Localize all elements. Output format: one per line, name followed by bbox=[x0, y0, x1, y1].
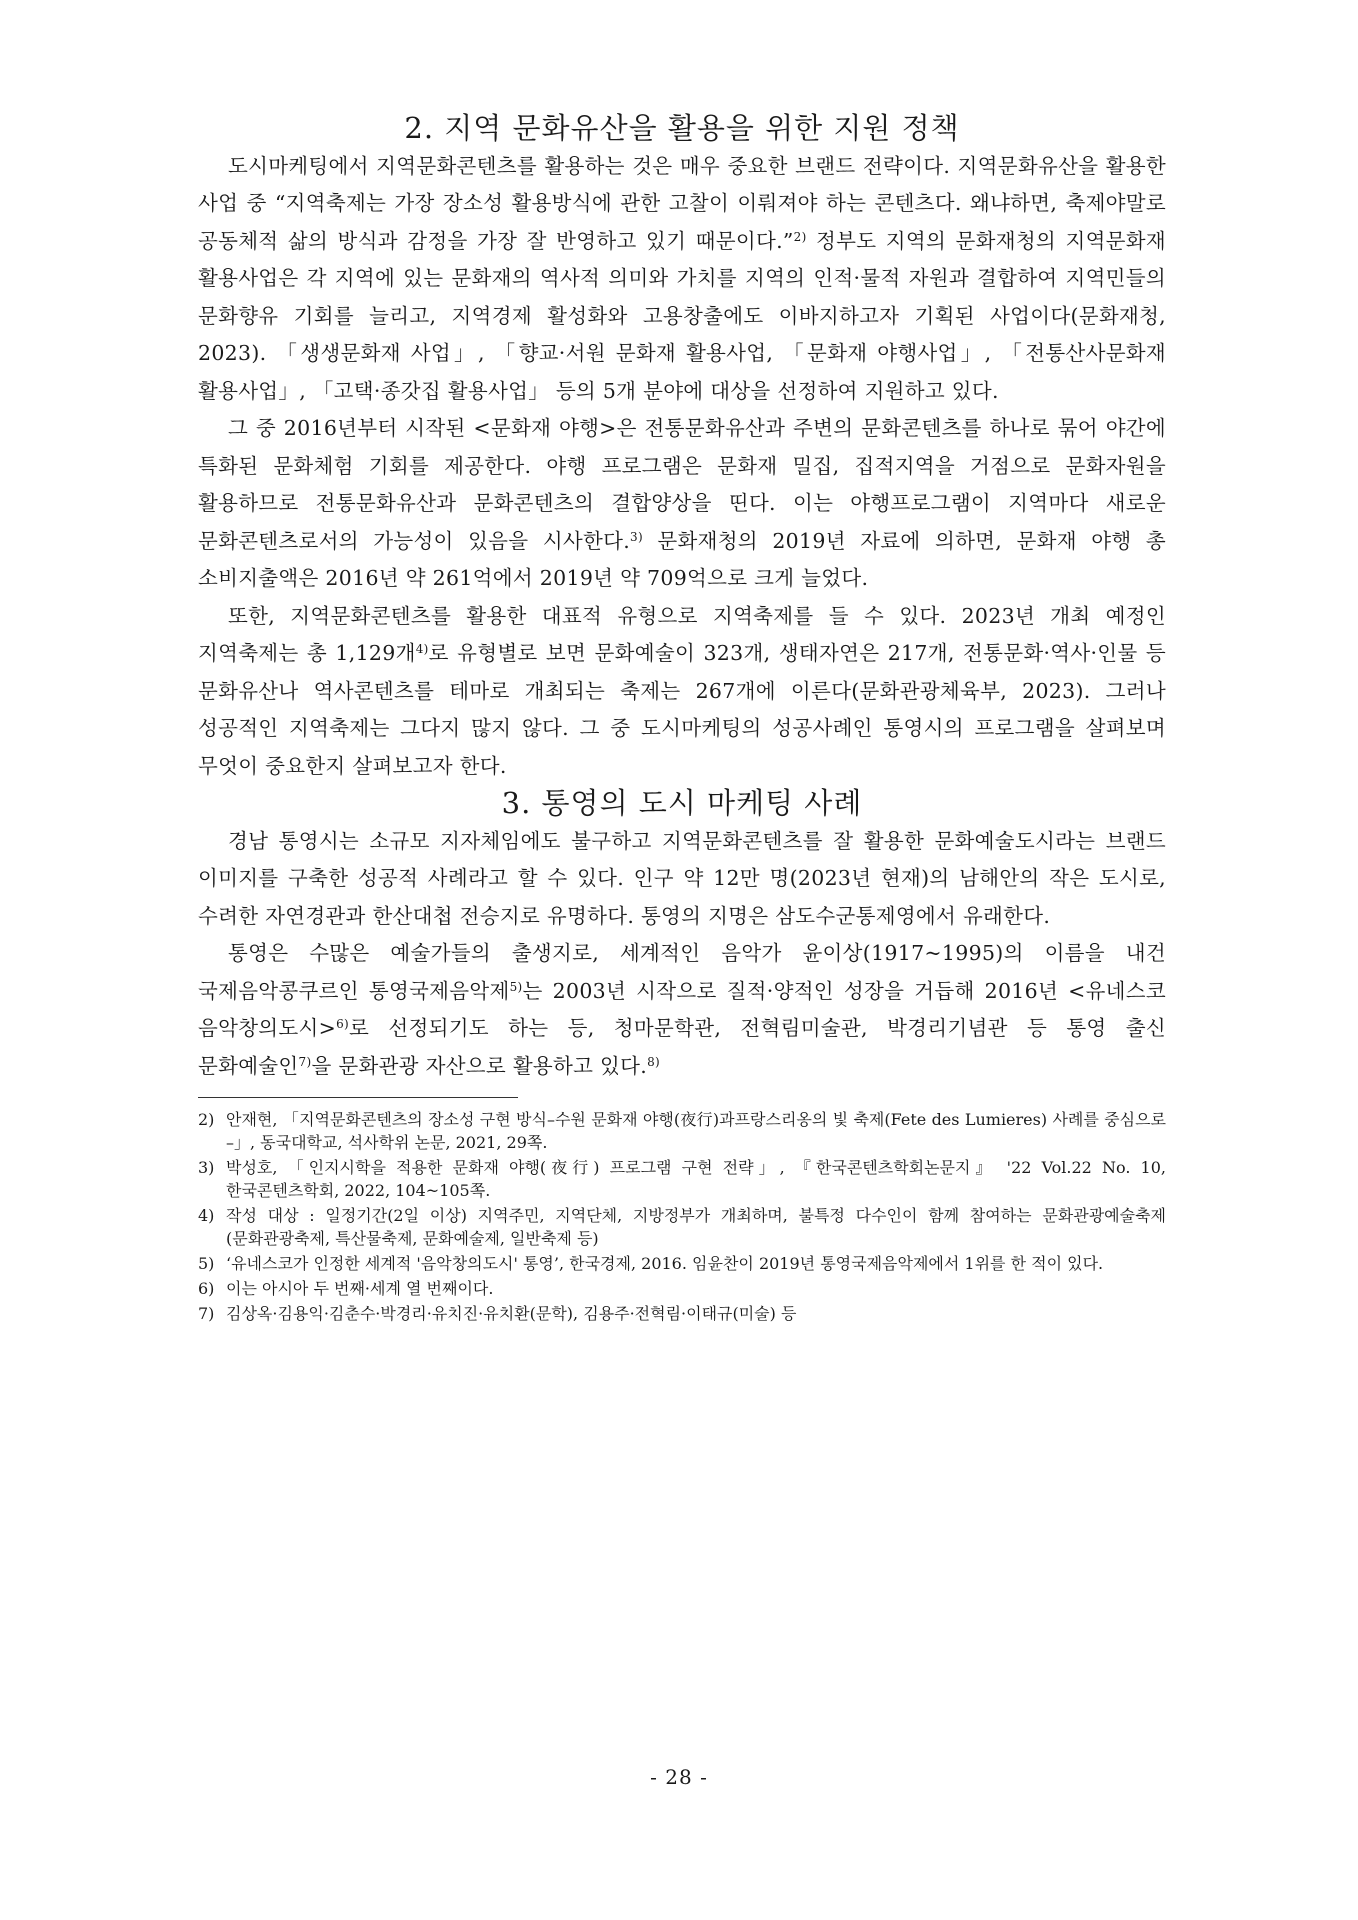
footnote-ref: 4) bbox=[415, 642, 429, 657]
footnote bbox=[198, 1108, 1166, 1154]
section-2-body bbox=[198, 148, 1166, 786]
footnote bbox=[198, 1204, 1166, 1250]
footnote-number: 6) bbox=[198, 1279, 215, 1299]
footnote-ref: 7) bbox=[298, 1054, 312, 1069]
section-3-body bbox=[198, 823, 1166, 1086]
footnote bbox=[198, 1302, 1166, 1325]
section-3-title: 3. 통영의 도시 마케팅 사례 bbox=[501, 786, 863, 821]
paragraph bbox=[198, 148, 1166, 411]
footnote-number: 5) bbox=[198, 1254, 215, 1274]
paragraph-text: 도시마케팅에서 지역문화콘텐츠를 활용하는 것은 매우 중요한 브랜드 전략이다. 지역문화유산을 활용한 사업 중 “지역축제는 가장 장소성 활용방식에 관한 고찰이 이뤄져야 하는 콘텐츠다. 왜냐하면, 축제야말로 공동체적 삶의 방식과 감정을 가장 잘 반영하고 있기 때문이다.” bbox=[198, 153, 1166, 253]
paragraph bbox=[198, 823, 1166, 936]
paragraph bbox=[198, 598, 1166, 786]
footnote-text: 이는 아시아 두 번째·세계 열 번째이다. bbox=[226, 1279, 494, 1299]
paragraph-text: 통영은 수많은 예술가들의 출생지로, 세계적인 음악가 윤이상(1917~1995)의 이름을 내건 국제음악콩쿠르인 통영국제음악제 bbox=[198, 941, 1166, 1003]
footnote-ref: 3) bbox=[630, 529, 643, 544]
footnote bbox=[198, 1156, 1166, 1202]
paragraph-text: 그 중 2016년부터 시작된 <문화재 야행>은 전통문화유산과 주변의 문화콘텐츠를 하나로 묶어 야간에 특화된 문화체험 기회를 제공한다. 야행 프로그램은 문화재 밀집, 집적지역을 거점으로 문화자원을 활용하므로 전통문화유산과 문화콘텐츠의 결합양상을 띤다. 이는 야행프로그램이 지역마다 새로운 문화콘텐츠로서의 가능성이 있음을 시사한다. bbox=[198, 416, 1166, 553]
footnote-ref: 2) bbox=[793, 229, 807, 244]
footnote-ref: 6) bbox=[336, 1017, 350, 1032]
paragraph-text: 로 유형별로 보면 문화예술이 323개, 생태자연은 217개, 전통문화·역사·인물 등 문화유산나 역사콘텐츠를 테마로 개최되는 축제는 267개에 이른다(문화관광체육부, 2023). 그러나 성공적인 지역축제는 그다지 많지 않다. 그 중 도시마케팅의 성공사례인 통영시의 프로그램을 살펴보며 무엇이 중요한지 살펴보고자 한다. bbox=[198, 641, 1166, 778]
footnote-divider bbox=[198, 1097, 518, 1098]
footnote-text: ‘유네스코가 인정한 세계적 '음악창의도시' 통영’, 한국경제, 2016. 임윤찬이 2019년 통영국제음악제에서 1위를 한 적이 있다. bbox=[226, 1254, 1104, 1274]
footnote-text: 박성호, 「인지시학을 적용한 문화재 야행(夜行) 프로그램 구현 전략」, 『한국콘텐츠학회논문지』 '22 Vol.22 No. 10, 한국콘텐츠학회, 2022, 104~105쪽. bbox=[226, 1158, 1166, 1201]
paragraph-text: 또한, 지역문화콘텐츠를 활용한 대표적 유형으로 지역축제를 들 수 있다. 2023년 개최 예정인 지역축제는 총 1,129개 bbox=[198, 603, 1166, 666]
footnote-number: 7) bbox=[198, 1304, 215, 1324]
paragraph-text: 는 2003년 시작으로 질적·양적인 성장을 거듭해 2016년 <유네스코 음악창의도시> bbox=[198, 978, 1166, 1041]
paragraph bbox=[198, 410, 1166, 598]
section-2-title: 2. 지역 문화유산을 활용을 위한 지원 정책 bbox=[404, 111, 960, 145]
paragraph-text: 로 선정되기도 하는 등, 청마문학관, 전혁림미술관, 박경리기념관 등 통영 출신 문화예술인 bbox=[198, 1016, 1166, 1078]
page-number: - 28 - bbox=[650, 1765, 708, 1789]
paragraph bbox=[198, 935, 1166, 1085]
footnote-text: 김상옥·김용익·김춘수·박경리·유치진·유치환(문학), 김용주·전혁림·이태규(미술) 등 bbox=[226, 1304, 797, 1324]
paragraph-text: 정부도 지역의 문화재청의 지역문화재 활용사업은 각 지역에 있는 문화재의 역사적 의미와 가치를 지역의 인적·물적 자원과 결합하여 지역민들의 문화향유 기회를 늘리고, 지역경제 활성화와 고용창출에도 이바지하고자 기획된 사업이다(문화재청, 2023). 「생생문화재 사업」, 「향교·서원 문화재 활용사업, 「문화재 야행사업」, 「전통산사문화재 활용사업」, 「고택·종갓집 활용사업」 등의 5개 분야에 대상을 선정하여 지원하고 있다. bbox=[198, 228, 1166, 403]
footnote-text: 작성 대상 : 일정기간(2일 이상) 지역주민, 지역단체, 지방정부가 개최하며, 불특정 다수인이 함께 참여하는 문화관광예술축제 (문화관광축제, 특산물축제, 문화예술제, 일반축제 등) bbox=[226, 1206, 1166, 1249]
footnote-ref: 8) bbox=[647, 1054, 660, 1069]
paragraph-text: 경남 통영시는 소규모 지자체임에도 불구하고 지역문화콘텐츠를 잘 활용한 문화예술도시라는 브랜드 이미지를 구축한 성공적 사례라고 할 수 있다. 인구 약 12만 명(2023년 현재)의 남해안의 작은 도시로, 수려한 자연경관과 한산대첩 전승지로 유명하다. 통영의 지명은 삼도수군통제영에서 유래한다. bbox=[198, 828, 1166, 928]
paragraph-text: 문화재청의 2019년 자료에 의하면, 문화재 야행 총 소비지출액은 2016년 약 261억에서 2019년 약 709억으로 크게 늘었다. bbox=[198, 528, 1166, 591]
footnote-number: 3) bbox=[198, 1158, 215, 1178]
footnotes bbox=[198, 1108, 1166, 1325]
footnote bbox=[198, 1252, 1166, 1275]
footnote-number: 4) bbox=[198, 1206, 215, 1226]
footnote-ref: 5) bbox=[509, 979, 523, 994]
footnote-text: 안재현, 「지역문화콘텐츠의 장소성 구현 방식–수원 문화재 야행(夜行)과프랑스리옹의 빛 축제(Fete des Lumieres) 사례를 중심으로 –」, 동국대학교, 석사학위 논문, 2021, 29쪽. bbox=[226, 1110, 1166, 1153]
footnote bbox=[198, 1277, 1166, 1300]
footnote-number: 2) bbox=[198, 1110, 215, 1130]
paragraph-text: 을 문화관광 자산으로 활용하고 있다. bbox=[311, 1053, 648, 1078]
document-page bbox=[198, 110, 1166, 1327]
